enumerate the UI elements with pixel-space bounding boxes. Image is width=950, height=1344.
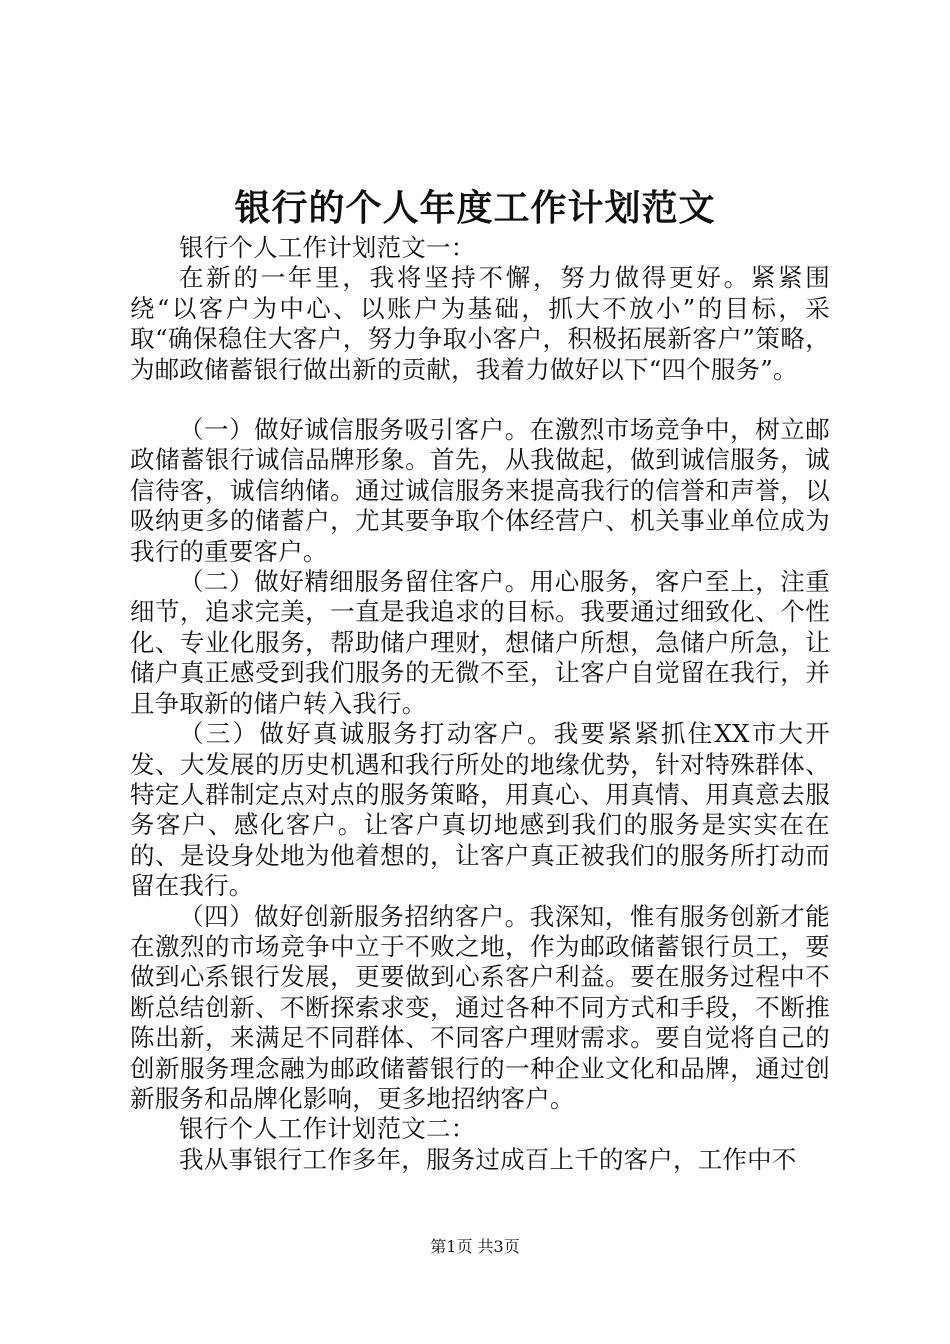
section-heading-2: 银行个人工作计划范文二： (179, 1114, 476, 1144)
service-paragraph-4: （四）做好创新服务招纳客户。我深知，惟有服务创新才能在激烈的市场竞争中立于不败之地，作为邮政储蓄银行员工，要做到心系银行发展，更要做到心系客户利益。要在服务过程中不断总结创新、不断探索求变，通过各种不同方式和手段，不断推陈出新，来满足不同群体、不同客户理财需求。要自觉将自己的创新服务理念融为邮政储蓄银行的一种企业文化和品牌，通过创新服务和品牌化影响，更多地招纳客户。 (130, 901, 830, 1113)
service-paragraph-1: （一）做好诚信服务吸引客户。在激烈市场竞争中，树立邮政储蓄银行诚信品牌形象。首先，从我做起，做到诚信服务，诚信待客，诚信纳储。通过诚信服务来提高我行的信誉和声誉，以吸纳更多的储蓄户，尤其要争取个体经营户、机关事业单位成为我行的重要客户。 (130, 415, 830, 566)
second-plan-paragraph: 我从事银行工作多年，服务过成百上千的客户，工作中不 (179, 1144, 797, 1174)
document-body (130, 233, 830, 1175)
section-heading-1: 银行个人工作计划范文一： (179, 233, 476, 262)
service-paragraph-2: （二）做好精细服务留住客户。用心服务，客户至上，注重细节，追求完美，一直是我追求的目标。我要通过细致化、个性化、专业化服务，帮助储户理财，想储户所想，急储户所急，让储户真正感受到我们服务的无微不至，让客户自觉留在我行，并且争取新的储户转入我行。 (130, 567, 830, 718)
document-title: 银行的个人年度工作计划范文 (234, 187, 716, 229)
service-paragraph-3: （三）做好真诚服务打动客户。我要紧紧抓住XX市大开发、大发展的历史机遇和我行所处的地缘优势，针对特殊群体、特定人群制定点对点的服务策略，用真心、用真情、用真意去服务客户、感化客户。让客户真切地感到我们的服务是实实在在的、是设身处地为他着想的，让客户真正被我们的服务所打动而留在我行。 (130, 719, 830, 901)
page-number-footer: 第1页 共3页 (430, 1237, 520, 1256)
intro-paragraph: 在新的一年里，我将坚持不懈，努力做得更好。紧紧围绕“以客户为中心、以账户为基础，抓大不放小”的目标，采取“确保稳住大客户，努力争取小客户，积极拓展新客户”策略，为邮政储蓄银行做出新的贡献，我着力做好以下“四个服务”。 (130, 263, 830, 384)
